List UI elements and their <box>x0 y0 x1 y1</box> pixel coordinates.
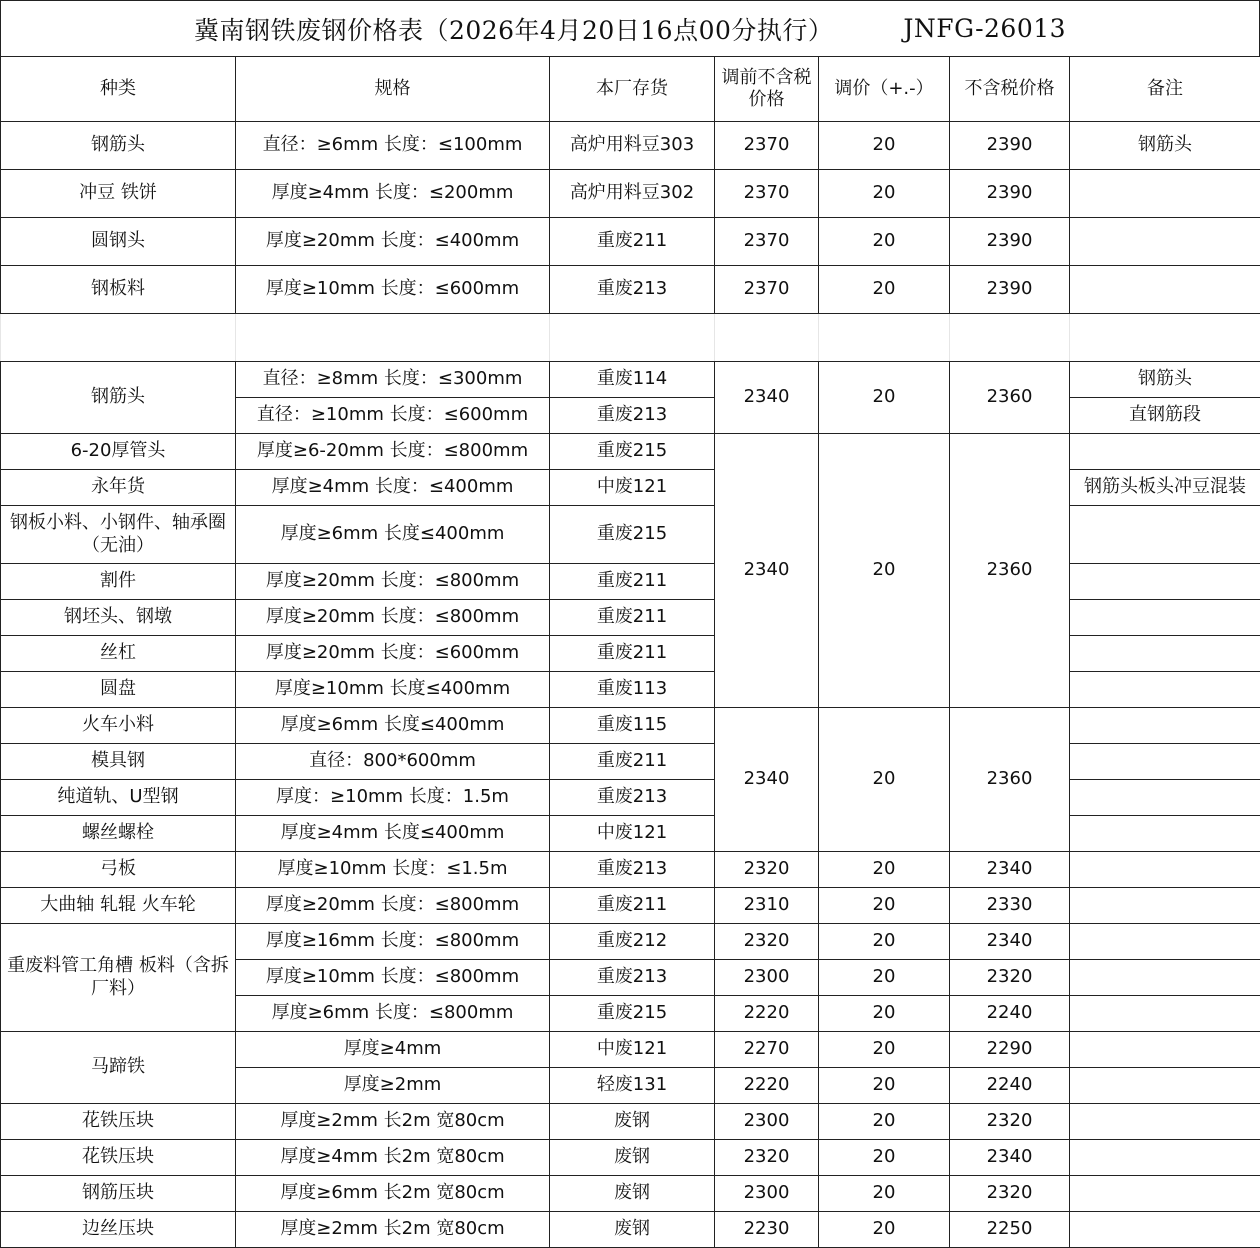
cell-stock: 重废211 <box>550 744 715 780</box>
separator-row <box>1 314 1260 362</box>
cell-spec: 厚度≥20mm 长度：≤600mm <box>236 636 550 672</box>
cell-stock: 废钢 <box>550 1212 715 1248</box>
cell-kind: 钢筋压块 <box>1 1176 236 1212</box>
cell-note <box>1070 1176 1260 1212</box>
cell-note <box>1070 1212 1260 1248</box>
cell-kind: 割件 <box>1 564 236 600</box>
cell-note <box>1070 170 1260 218</box>
cell-stock: 中废121 <box>550 816 715 852</box>
cell-kind: 永年货 <box>1 470 236 506</box>
cell-adjust: 20 <box>819 708 950 852</box>
cell-price: 2360 <box>950 708 1070 852</box>
cell-spec: 直径：800*600mm <box>236 744 550 780</box>
table-row <box>1 816 1260 852</box>
cell-note <box>1070 708 1260 744</box>
table-row <box>1 888 1260 924</box>
cell-adjust: 20 <box>819 362 950 434</box>
cell-pre-price: 2370 <box>715 170 819 218</box>
cell-adjust: 20 <box>819 1140 950 1176</box>
table-row <box>1 1140 1260 1176</box>
cell-pre-price: 2300 <box>715 1176 819 1212</box>
cell-note <box>1070 744 1260 780</box>
cell-adjust: 20 <box>819 960 950 996</box>
header-kind: 种类 <box>1 57 236 122</box>
table-row <box>1 672 1260 708</box>
cell-stock: 废钢 <box>550 1140 715 1176</box>
cell-price: 2390 <box>950 122 1070 170</box>
cell-stock: 高炉用料豆303 <box>550 122 715 170</box>
table-row <box>1 218 1260 266</box>
cell-price: 2340 <box>950 852 1070 888</box>
cell-note <box>1070 1104 1260 1140</box>
cell-kind: 丝杠 <box>1 636 236 672</box>
cell-note <box>1070 218 1260 266</box>
cell-stock: 重废113 <box>550 672 715 708</box>
table-row <box>1 780 1260 816</box>
cell-price: 2390 <box>950 266 1070 314</box>
blank-cell <box>1070 314 1260 362</box>
table-row <box>1 1104 1260 1140</box>
cell-adjust: 20 <box>819 1176 950 1212</box>
cell-spec: 厚度≥10mm 长度：≤600mm <box>236 266 550 314</box>
blank-cell <box>950 314 1070 362</box>
cell-spec: 厚度≥4mm 长2m 宽80cm <box>236 1140 550 1176</box>
cell-adjust: 20 <box>819 1212 950 1248</box>
cell-adjust: 20 <box>819 266 950 314</box>
cell-note <box>1070 636 1260 672</box>
cell-spec: 直径：≥10mm 长度：≤600mm <box>236 398 550 434</box>
cell-stock: 重废211 <box>550 888 715 924</box>
cell-pre-price: 2270 <box>715 1032 819 1068</box>
cell-stock: 重废215 <box>550 434 715 470</box>
cell-adjust: 20 <box>819 1068 950 1104</box>
cell-adjust: 20 <box>819 888 950 924</box>
cell-pre-price: 2340 <box>715 362 819 434</box>
table-row <box>1 600 1260 636</box>
sheet-code: JNFG-26013 <box>903 14 1067 43</box>
cell-kind: 花铁压块 <box>1 1104 236 1140</box>
cell-spec: 厚度≥6mm 长度≤400mm <box>236 506 550 564</box>
blank-cell <box>550 314 715 362</box>
cell-note <box>1070 434 1260 470</box>
cell-note <box>1070 888 1260 924</box>
cell-note <box>1070 1140 1260 1176</box>
header-adjust: 调价（+.-） <box>819 57 950 122</box>
cell-kind: 马蹄铁 <box>1 1032 236 1104</box>
cell-pre-price: 2310 <box>715 888 819 924</box>
cell-spec: 厚度≥20mm 长度：≤800mm <box>236 564 550 600</box>
table-row <box>1 852 1260 888</box>
cell-stock: 废钢 <box>550 1104 715 1140</box>
cell-pre-price: 2370 <box>715 266 819 314</box>
cell-adjust: 20 <box>819 852 950 888</box>
cell-note <box>1070 960 1260 996</box>
cell-spec: 厚度≥4mm 长度≤400mm <box>236 816 550 852</box>
cell-kind: 圆盘 <box>1 672 236 708</box>
cell-note <box>1070 506 1260 564</box>
price-table <box>0 56 1260 1248</box>
cell-spec: 厚度≥10mm 长度≤400mm <box>236 672 550 708</box>
cell-stock: 重废114 <box>550 362 715 398</box>
cell-stock: 重废211 <box>550 600 715 636</box>
cell-spec: 厚度≥6mm 长度≤400mm <box>236 708 550 744</box>
cell-stock: 中废121 <box>550 1032 715 1068</box>
cell-price: 2240 <box>950 1068 1070 1104</box>
cell-kind: 火车小料 <box>1 708 236 744</box>
cell-note <box>1070 996 1260 1032</box>
table-row <box>1 636 1260 672</box>
cell-price: 2360 <box>950 362 1070 434</box>
cell-kind: 6-20厚管头 <box>1 434 236 470</box>
table-row <box>1 266 1260 314</box>
cell-kind: 钢筋头 <box>1 122 236 170</box>
cell-spec: 厚度≥4mm 长度：≤400mm <box>236 470 550 506</box>
cell-pre-price: 2340 <box>715 434 819 708</box>
cell-kind: 钢板料 <box>1 266 236 314</box>
table-row <box>1 470 1260 506</box>
cell-kind: 大曲轴 轧辊 火车轮 <box>1 888 236 924</box>
cell-kind: 冲豆 铁饼 <box>1 170 236 218</box>
cell-stock: 重废213 <box>550 266 715 314</box>
cell-note <box>1070 1032 1260 1068</box>
header-spec: 规格 <box>236 57 550 122</box>
cell-stock: 重废215 <box>550 996 715 1032</box>
cell-spec: 厚度≥6mm 长度：≤800mm <box>236 996 550 1032</box>
header-price: 不含税价格 <box>950 57 1070 122</box>
cell-note: 钢筋头 <box>1070 362 1260 398</box>
cell-stock: 重废213 <box>550 780 715 816</box>
header-pre-price: 调前不含税价格 <box>715 57 819 122</box>
cell-spec: 厚度≥2mm 长2m 宽80cm <box>236 1212 550 1248</box>
cell-spec: 厚度≥2mm <box>236 1068 550 1104</box>
cell-kind: 钢坯头、钢墩 <box>1 600 236 636</box>
cell-adjust: 20 <box>819 218 950 266</box>
table-row <box>1 1212 1260 1248</box>
cell-adjust: 20 <box>819 924 950 960</box>
cell-spec: 厚度≥20mm 长度：≤400mm <box>236 218 550 266</box>
blank-cell <box>715 314 819 362</box>
cell-stock: 重废211 <box>550 636 715 672</box>
cell-adjust: 20 <box>819 170 950 218</box>
cell-stock: 重废213 <box>550 960 715 996</box>
cell-pre-price: 2320 <box>715 852 819 888</box>
cell-adjust: 20 <box>819 1032 950 1068</box>
header-note: 备注 <box>1070 57 1260 122</box>
table-row <box>1 564 1260 600</box>
table-row <box>1 744 1260 780</box>
cell-price: 2240 <box>950 996 1070 1032</box>
cell-spec: 厚度≥10mm 长度：≤1.5m <box>236 852 550 888</box>
blank-cell <box>819 314 950 362</box>
cell-spec: 厚度≥2mm 长2m 宽80cm <box>236 1104 550 1140</box>
title-bar <box>0 0 1260 56</box>
sheet-title: 冀南钢铁废钢价格表（2026年4月20日16点00分执行） <box>193 15 834 45</box>
cell-stock: 重废212 <box>550 924 715 960</box>
header-row <box>1 57 1260 122</box>
cell-spec: 厚度≥4mm 长度：≤200mm <box>236 170 550 218</box>
cell-stock: 轻废131 <box>550 1068 715 1104</box>
cell-note <box>1070 564 1260 600</box>
cell-note <box>1070 1068 1260 1104</box>
cell-note: 直钢筋段 <box>1070 398 1260 434</box>
cell-pre-price: 2370 <box>715 218 819 266</box>
cell-note <box>1070 266 1260 314</box>
table-row <box>1 1032 1260 1068</box>
cell-pre-price: 2340 <box>715 708 819 852</box>
table-row <box>1 1176 1260 1212</box>
blank-cell <box>1 314 236 362</box>
cell-price: 2390 <box>950 218 1070 266</box>
cell-note <box>1070 816 1260 852</box>
table-row <box>1 924 1260 960</box>
cell-spec: 厚度：≥10mm 长度：1.5m <box>236 780 550 816</box>
cell-kind: 螺丝螺栓 <box>1 816 236 852</box>
cell-price: 2290 <box>950 1032 1070 1068</box>
cell-price: 2320 <box>950 1104 1070 1140</box>
cell-spec: 厚度≥4mm <box>236 1032 550 1068</box>
table-row <box>1 170 1260 218</box>
cell-price: 2320 <box>950 960 1070 996</box>
cell-adjust: 20 <box>819 122 950 170</box>
cell-note <box>1070 600 1260 636</box>
cell-note: 钢筋头 <box>1070 122 1260 170</box>
cell-stock: 废钢 <box>550 1176 715 1212</box>
cell-kind: 弓板 <box>1 852 236 888</box>
cell-kind: 纯道轨、U型钢 <box>1 780 236 816</box>
cell-price: 2390 <box>950 170 1070 218</box>
header-stock: 本厂存货 <box>550 57 715 122</box>
cell-price: 2340 <box>950 924 1070 960</box>
cell-pre-price: 2300 <box>715 960 819 996</box>
cell-kind: 钢板小料、小钢件、轴承圈（无油） <box>1 506 236 564</box>
cell-spec: 厚度≥16mm 长度：≤800mm <box>236 924 550 960</box>
cell-stock: 重废213 <box>550 852 715 888</box>
cell-stock: 重废213 <box>550 398 715 434</box>
cell-spec: 厚度≥6mm 长2m 宽80cm <box>236 1176 550 1212</box>
cell-kind: 钢筋头 <box>1 362 236 434</box>
cell-price: 2320 <box>950 1176 1070 1212</box>
cell-spec: 厚度≥20mm 长度：≤800mm <box>236 600 550 636</box>
cell-note <box>1070 924 1260 960</box>
cell-kind: 模具钢 <box>1 744 236 780</box>
cell-kind: 花铁压块 <box>1 1140 236 1176</box>
cell-spec: 厚度≥6-20mm 长度：≤800mm <box>236 434 550 470</box>
table-row <box>1 506 1260 564</box>
cell-pre-price: 2230 <box>715 1212 819 1248</box>
cell-note <box>1070 672 1260 708</box>
cell-stock: 高炉用料豆302 <box>550 170 715 218</box>
cell-kind: 边丝压块 <box>1 1212 236 1248</box>
cell-spec: 直径：≥6mm 长度：≤100mm <box>236 122 550 170</box>
cell-note <box>1070 852 1260 888</box>
cell-spec: 厚度≥10mm 长度：≤800mm <box>236 960 550 996</box>
cell-spec: 直径：≥8mm 长度：≤300mm <box>236 362 550 398</box>
cell-stock: 中废121 <box>550 470 715 506</box>
table-row <box>1 362 1260 398</box>
cell-adjust: 20 <box>819 434 950 708</box>
blank-cell <box>236 314 550 362</box>
cell-note: 钢筋头板头冲豆混装 <box>1070 470 1260 506</box>
cell-price: 2250 <box>950 1212 1070 1248</box>
cell-spec: 厚度≥20mm 长度：≤800mm <box>236 888 550 924</box>
cell-kind: 重废料管工角槽 板料（含拆厂料） <box>1 924 236 1032</box>
cell-pre-price: 2370 <box>715 122 819 170</box>
cell-price: 2340 <box>950 1140 1070 1176</box>
cell-pre-price: 2320 <box>715 924 819 960</box>
table-row <box>1 708 1260 744</box>
table-row <box>1 122 1260 170</box>
table-row <box>1 434 1260 470</box>
cell-stock: 重废211 <box>550 564 715 600</box>
cell-price: 2330 <box>950 888 1070 924</box>
cell-kind: 圆钢头 <box>1 218 236 266</box>
cell-stock: 重废211 <box>550 218 715 266</box>
cell-adjust: 20 <box>819 996 950 1032</box>
cell-adjust: 20 <box>819 1104 950 1140</box>
cell-note <box>1070 780 1260 816</box>
cell-price: 2360 <box>950 434 1070 708</box>
cell-pre-price: 2320 <box>715 1140 819 1176</box>
cell-pre-price: 2220 <box>715 1068 819 1104</box>
cell-pre-price: 2220 <box>715 996 819 1032</box>
cell-stock: 重废115 <box>550 708 715 744</box>
cell-pre-price: 2300 <box>715 1104 819 1140</box>
cell-stock: 重废215 <box>550 506 715 564</box>
